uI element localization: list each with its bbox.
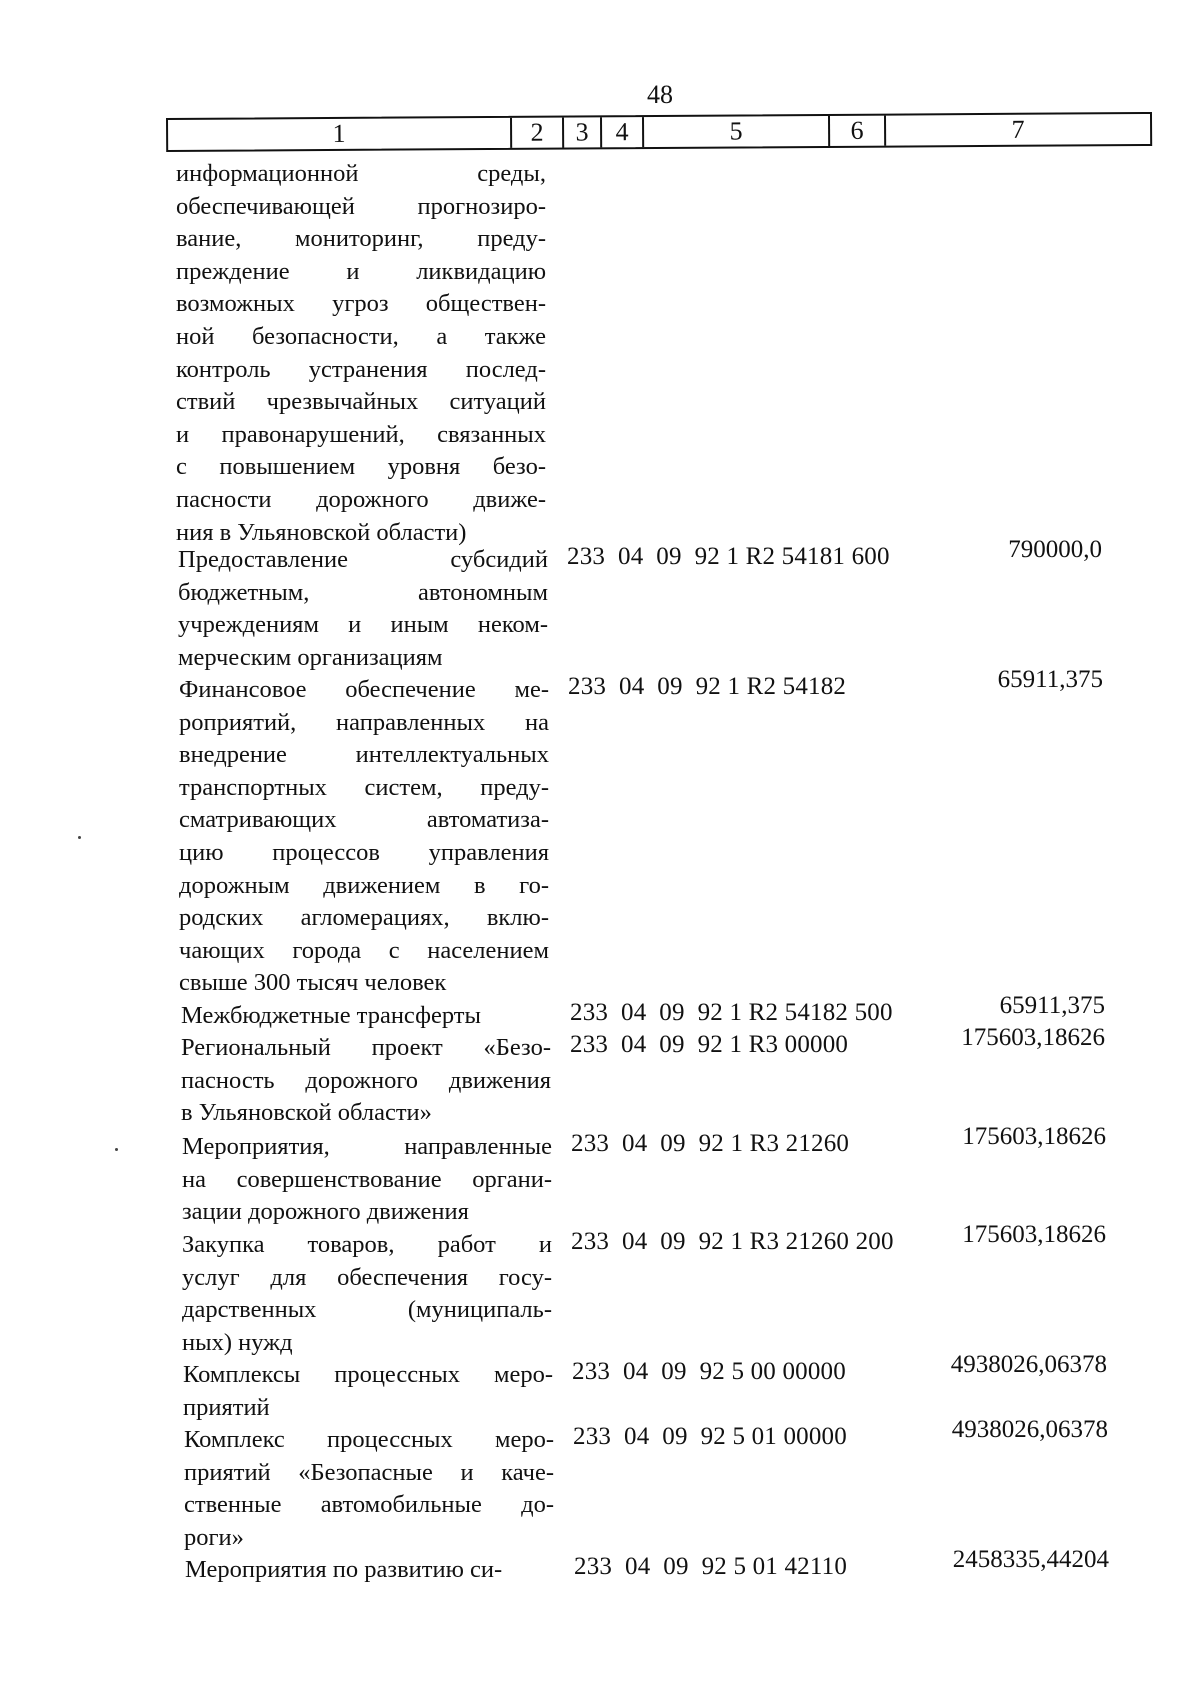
description-line: информационной среды, bbox=[176, 160, 546, 187]
row-description bbox=[185, 1554, 555, 1587]
description-line: бюджетным, автономным bbox=[178, 578, 548, 606]
description-line: пасности дорожного движе- bbox=[176, 485, 546, 513]
header-cell-5: 5 bbox=[644, 116, 830, 147]
description-line: ния в Ульяновской области) bbox=[176, 518, 467, 546]
scan-speck bbox=[78, 836, 81, 839]
description-line: Мероприятия по развитию си- bbox=[185, 1556, 503, 1583]
description-line: ных) нужд bbox=[182, 1328, 293, 1356]
description-line: с повышением уровня безо- bbox=[176, 453, 546, 481]
amount-value: 4938026,06378 bbox=[951, 1416, 1108, 1443]
description-line: ственные автомобильные до- bbox=[184, 1491, 554, 1519]
description-line: Межбюджетные трансферты bbox=[181, 1002, 481, 1029]
row-description bbox=[182, 1131, 552, 1229]
amount-value: 65911,375 bbox=[997, 666, 1103, 693]
header-cell-6: 6 bbox=[830, 116, 886, 146]
budget-code: 233 04 09 92 1 R2 54182 bbox=[568, 673, 847, 700]
description-line: родских агломерациях, вклю- bbox=[179, 904, 549, 932]
header-cell-2: 2 bbox=[512, 118, 564, 148]
amount-value: 790000,0 bbox=[1008, 536, 1102, 563]
description-line: зации дорожного движения bbox=[182, 1198, 469, 1226]
description-line: цию процессов управления bbox=[179, 838, 549, 866]
amount-value: 175603,18626 bbox=[961, 1024, 1105, 1051]
description-line: чающих города с населением bbox=[179, 936, 549, 964]
description-line: приятий «Безопасные и каче- bbox=[184, 1458, 554, 1486]
scan-speck bbox=[115, 1148, 118, 1151]
row-description bbox=[183, 1359, 553, 1424]
amount-value: 4938026,06378 bbox=[950, 1351, 1107, 1378]
description-line: вание, мониторинг, преду- bbox=[176, 225, 546, 253]
description-line: и правонарушений, связанных bbox=[176, 420, 546, 448]
budget-code: 233 04 09 92 5 01 00000 bbox=[573, 1423, 847, 1450]
description-line: транспортных систем, преду- bbox=[179, 773, 549, 801]
description-line: Мероприятия, направленные bbox=[182, 1133, 552, 1160]
description-line: роприятий, направленных на bbox=[179, 708, 549, 736]
row-description bbox=[181, 1032, 551, 1130]
description-line: преждение и ликвидацию bbox=[176, 257, 546, 285]
row-description bbox=[179, 674, 549, 1000]
budget-code: 233 04 09 92 1 R3 00000 bbox=[570, 1031, 849, 1058]
description-line: дорожным движением в го- bbox=[179, 871, 549, 899]
row-description bbox=[178, 544, 548, 674]
budget-code: 233 04 09 92 1 R2 54182 500 bbox=[570, 999, 893, 1026]
row-description bbox=[184, 1424, 554, 1554]
description-line: внедрение интеллектуальных bbox=[179, 741, 549, 769]
header-cell-1: 1 bbox=[168, 118, 512, 150]
amount-value: 175603,18626 bbox=[962, 1123, 1106, 1150]
description-line: приятий bbox=[183, 1393, 270, 1421]
description-line: мерческим организациям bbox=[178, 643, 443, 671]
row-description bbox=[182, 1229, 552, 1359]
row-description bbox=[176, 158, 546, 549]
description-line: ной безопасности, а также bbox=[176, 322, 546, 350]
budget-code: 233 04 09 92 1 R3 21260 200 bbox=[571, 1228, 894, 1255]
description-line: сматривающих автоматиза- bbox=[179, 806, 549, 834]
row-description bbox=[181, 1000, 551, 1033]
budget-code: 233 04 09 92 1 R2 54181 600 bbox=[567, 543, 890, 570]
amount-value: 65911,375 bbox=[999, 992, 1105, 1019]
description-line: ствий чрезвычайных ситуаций bbox=[176, 388, 546, 416]
amount-value: 175603,18626 bbox=[962, 1221, 1106, 1248]
description-line: Предоставление субсидий bbox=[178, 546, 548, 573]
description-line: контроль устранения послед- bbox=[176, 355, 546, 383]
description-line: на совершенствование органи- bbox=[182, 1165, 552, 1193]
description-line: свыше 300 тысяч человек bbox=[179, 969, 447, 997]
budget-code: 233 04 09 92 1 R3 21260 bbox=[571, 1130, 850, 1157]
header-cell-7: 7 bbox=[1011, 114, 1025, 144]
budget-code: 233 04 09 92 5 01 42110 bbox=[574, 1553, 848, 1580]
amount-value: 2458335,44204 bbox=[952, 1546, 1109, 1573]
description-line: учреждениям и иным неком- bbox=[178, 611, 548, 639]
description-line: роги» bbox=[184, 1523, 244, 1551]
description-line: обеспечивающей прогнозиро- bbox=[176, 192, 546, 220]
description-line: Комплекс процессных меро- bbox=[184, 1426, 554, 1453]
description-line: Комплексы процессных меро- bbox=[183, 1361, 553, 1388]
header-cell-4: 4 bbox=[602, 117, 644, 147]
description-line: возможных угроз обществен- bbox=[176, 290, 546, 318]
description-line: Закупка товаров, работ и bbox=[182, 1231, 552, 1258]
description-line: пасность дорожного движения bbox=[181, 1066, 551, 1094]
description-line: Региональный проект «Безо- bbox=[181, 1034, 551, 1061]
description-line: услуг для обеспечения госу- bbox=[182, 1263, 552, 1291]
description-line: в Ульяновской области» bbox=[181, 1099, 432, 1127]
page-number: 48 bbox=[647, 80, 673, 109]
description-line: Финансовое обеспечение ме- bbox=[179, 676, 549, 703]
budget-code: 233 04 09 92 5 00 00000 bbox=[572, 1358, 846, 1385]
description-line: дарственных (муниципаль- bbox=[182, 1296, 552, 1324]
header-cell-3: 3 bbox=[564, 117, 602, 147]
